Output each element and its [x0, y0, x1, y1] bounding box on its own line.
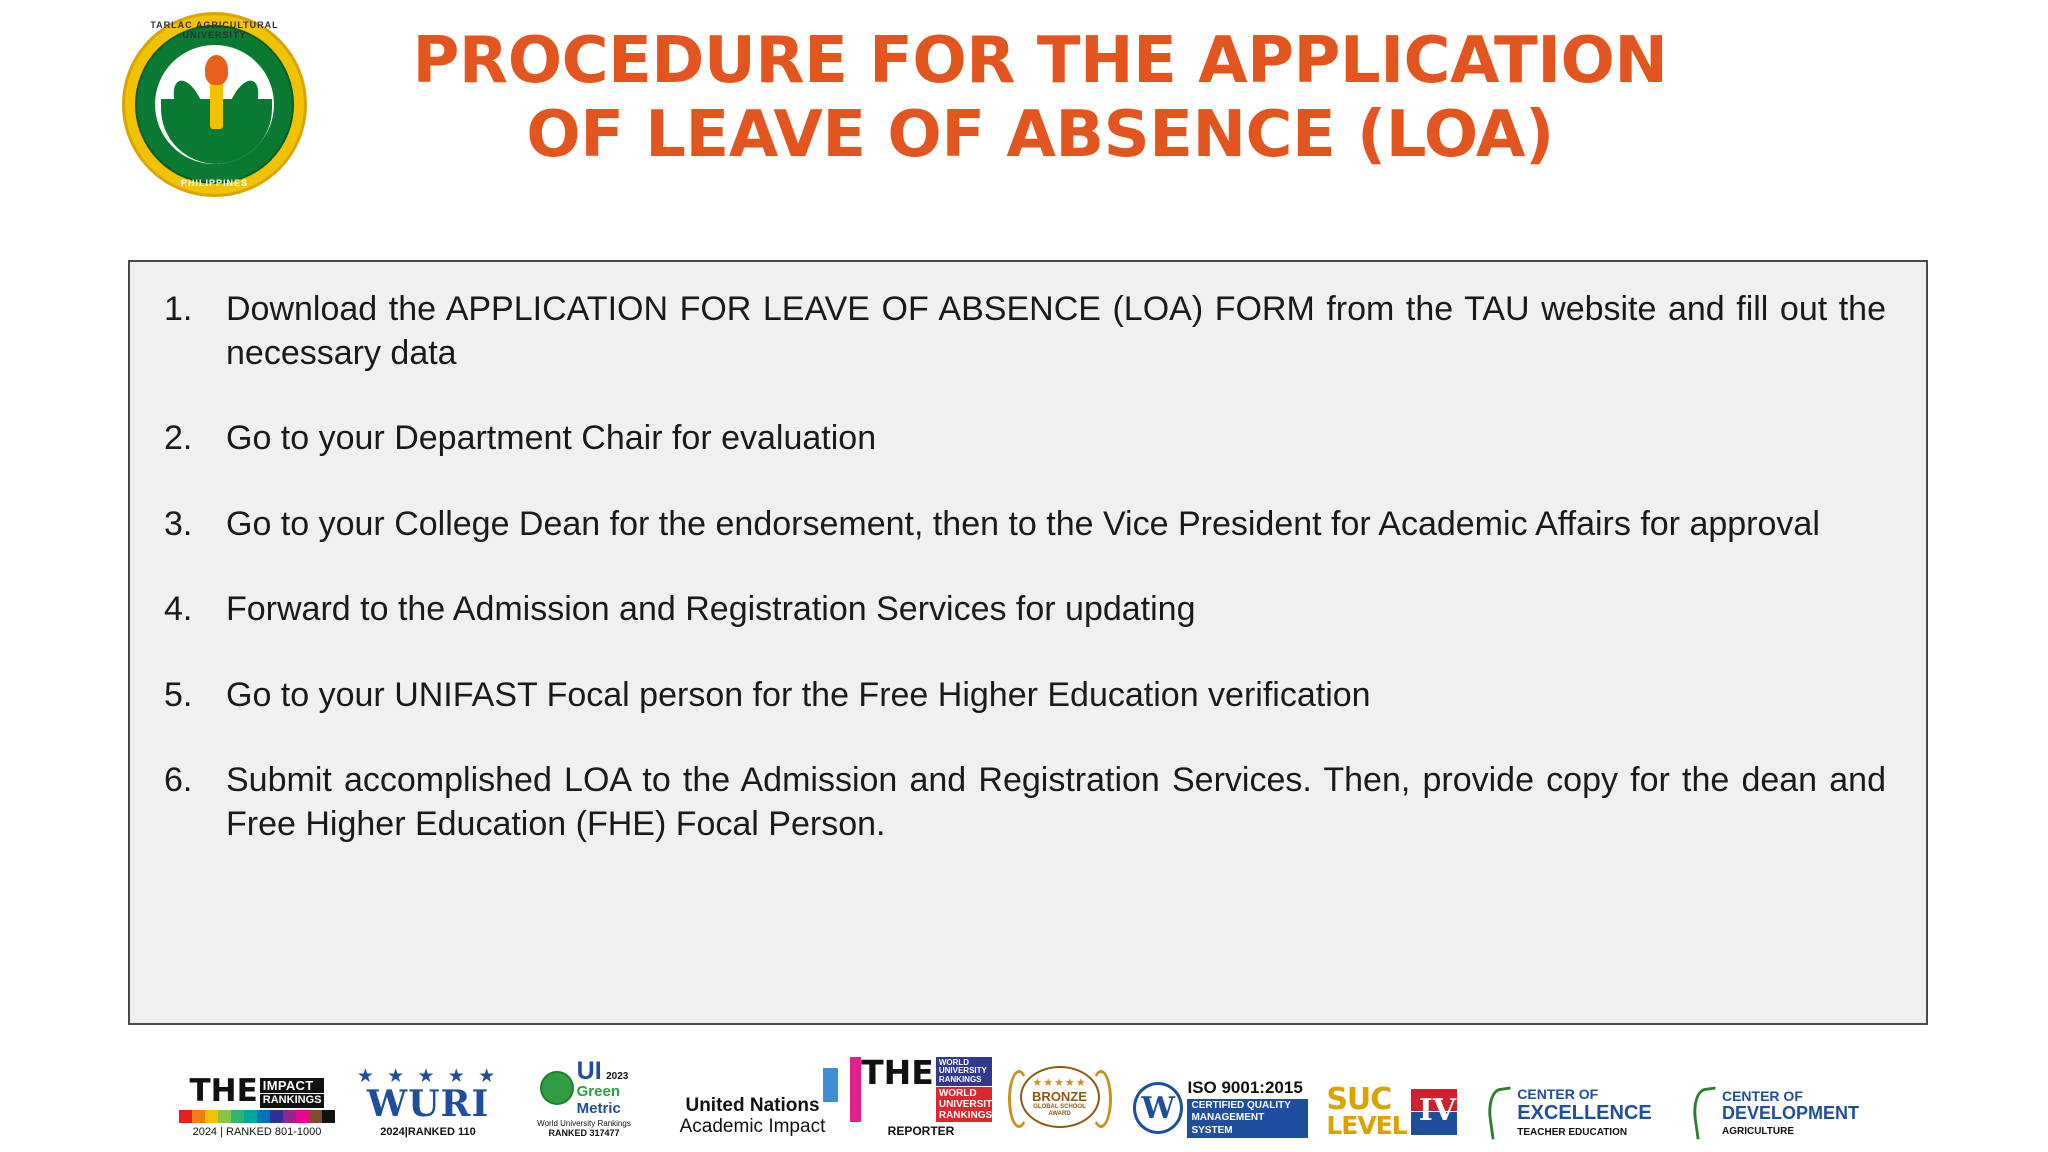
list-item	[154, 588, 1892, 632]
iso-line-1: CERTIFIED QUALITY	[1191, 1099, 1291, 1111]
list-item	[154, 674, 1892, 718]
step-number: 4.	[164, 590, 193, 629]
step-text: Go to your College Dean for the endorsement, then to the Vice President for Academic Affairs for approval	[226, 504, 1820, 543]
step-text: Download the APPLICATION FOR LEAVE OF ABSENCE (LOA) FORM from the TAU website and fill out the necessary data	[226, 290, 1886, 372]
thewur-blue-text: WORLD UNIVERSITY RANKINGS	[936, 1057, 992, 1086]
seal-bottom-text: PHILIPPINES	[180, 178, 248, 188]
step-text: Go to your UNIFAST Focal person for the Free Higher Education verification	[226, 675, 1371, 714]
list-item	[154, 503, 1892, 547]
thewur-reporter-text: REPORTER	[887, 1124, 955, 1138]
laurel-icon	[1690, 1086, 1723, 1139]
greenmetric-rank: RANKED 317477	[548, 1128, 620, 1138]
globe-icon	[540, 1071, 574, 1105]
the-impact-color-bar	[179, 1110, 335, 1123]
step-text: Go to your Department Chair for evaluation	[226, 419, 877, 458]
page-title	[340, 24, 1740, 172]
suc-level-number: IV	[1418, 1092, 1456, 1128]
greenmetric-year: 2023	[606, 1070, 629, 1082]
bronze-title: BRONZE	[1032, 1089, 1087, 1105]
greenmetric-metric-text: Metric	[576, 1099, 621, 1117]
iso-standard: ISO 9001:2015	[1187, 1077, 1303, 1097]
iso-line-2: MANAGEMENT SYSTEM	[1191, 1112, 1265, 1136]
the-impact-rankings-logo	[177, 1052, 337, 1138]
the-impact-rankings-text: RANKINGS	[260, 1094, 325, 1108]
step-text: Forward to the Admission and Registration Services for updating	[226, 590, 1196, 629]
ui-greenmetric-logo	[519, 1052, 649, 1138]
slide-header	[0, 0, 2048, 235]
un-flag-icon	[823, 1068, 838, 1102]
laurel-icon	[1485, 1086, 1518, 1139]
iso-w-mark-icon: W	[1133, 1082, 1183, 1134]
coe-line-3: TEACHER EDUCATION	[1517, 1127, 1628, 1138]
title-line-1: PROCEDURE FOR THE APPLICATION	[412, 24, 1668, 98]
suc-level-logo	[1324, 1052, 1459, 1141]
list-item	[154, 417, 1892, 461]
step-text: Submit accomplished LOA to the Admission and Registration Services. Then, provide copy for the dean and Free Higher Education (FHE) Focal Person.	[226, 761, 1886, 843]
procedure-list	[128, 260, 1928, 1025]
list-item	[154, 759, 1892, 846]
iso-certification-logo	[1133, 1052, 1308, 1138]
un-academic-impact-logo	[665, 1052, 840, 1138]
suc-line-1: SUC	[1326, 1081, 1392, 1117]
the-world-university-rankings-logo	[856, 1052, 999, 1138]
seal-core	[153, 43, 276, 166]
coe-line-1: CENTER OF	[1517, 1086, 1599, 1103]
step-number: 5.	[164, 675, 193, 714]
thewur-red-text: WORLD UNIVERSITY RANKINGS	[936, 1087, 992, 1122]
cod-line-3: AGRICULTURE	[1721, 1126, 1795, 1138]
center-of-development-logo	[1681, 1052, 1871, 1138]
philippine-flag-icon	[1411, 1089, 1457, 1135]
seal-top-text: TARLAC AGRICULTURAL UNIVERSITY	[150, 20, 279, 40]
step-number: 6.	[164, 761, 193, 800]
coe-line-2: EXCELLENCE	[1517, 1102, 1652, 1124]
step-number: 2.	[164, 419, 193, 458]
accreditation-logos	[0, 1030, 2048, 1141]
greenmetric-subtitle: World University Rankings	[537, 1119, 631, 1128]
bronze-global-school-award-logo	[1002, 1052, 1117, 1138]
wuri-stars-icon: ★ ★ ★ ★ ★	[356, 1066, 500, 1087]
center-of-excellence-logo	[1475, 1052, 1665, 1138]
step-number: 1.	[164, 290, 193, 328]
greenmetric-ui-text: UI	[576, 1056, 602, 1085]
list-item	[154, 288, 1892, 375]
thewur-pink-bar	[850, 1057, 861, 1122]
seal-leaf-right-icon	[219, 76, 265, 140]
cod-line-2: DEVELOPMENT	[1721, 1103, 1859, 1124]
unai-line-2: Academic Impact	[679, 1116, 826, 1138]
seal-leaf-left-icon	[167, 76, 213, 140]
bronze-stars-icon: ★★★★★	[1032, 1077, 1087, 1090]
thewur-the-text: THE	[861, 1052, 934, 1092]
the-impact-the-text: THE	[189, 1072, 258, 1109]
seal-flame-icon	[205, 55, 228, 85]
cod-line-1: CENTER OF	[1721, 1087, 1803, 1104]
wuri-name: WURI	[366, 1083, 490, 1125]
wuri-caption: 2024|RANKED 110	[380, 1126, 476, 1138]
wuri-logo	[353, 1052, 503, 1138]
suc-line-2: LEVEL	[1326, 1111, 1407, 1141]
unai-line-1: United Nations	[685, 1095, 820, 1117]
the-impact-caption: 2024 | RANKED 801-1000	[192, 1126, 322, 1138]
bronze-subtitle: GLOBAL SCHOOL AWARD	[1033, 1104, 1086, 1117]
the-impact-impact-text: IMPACT	[260, 1078, 325, 1094]
greenmetric-green-text: Green	[576, 1083, 620, 1101]
step-number: 3.	[164, 504, 193, 543]
title-line-2: OF LEAVE OF ABSENCE (LOA)	[526, 98, 1554, 173]
tau-seal-logo	[122, 12, 307, 197]
